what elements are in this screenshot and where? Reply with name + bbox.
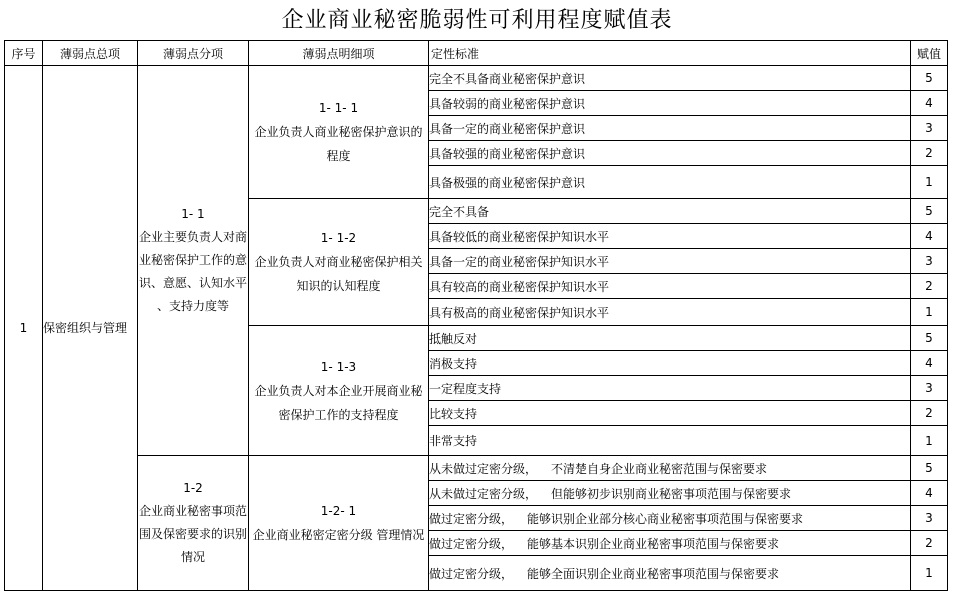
- value-cell: 5: [911, 456, 948, 481]
- value-cell: 3: [911, 116, 948, 141]
- value-cell: 2: [911, 531, 948, 556]
- standard-part-a: 做过定密分级，: [429, 566, 514, 581]
- detail-code: 1- 1-2: [320, 231, 357, 245]
- value-cell: 4: [911, 91, 948, 116]
- header-row: [5, 41, 948, 66]
- standard-cell: 具备极强的商业秘密保护意识: [429, 166, 911, 199]
- value-cell: 1: [911, 166, 948, 199]
- value-cell: 2: [911, 401, 948, 426]
- detail-text: 企业负责人对商业秘密保护相关知识的认知程度: [254, 255, 423, 293]
- standard-cell: 比较支持: [429, 401, 911, 426]
- standard-part-a: 做过定密分级，: [429, 511, 514, 526]
- standard-part-b: 能够全面识别企业商业秘密事项范围与保密要求: [527, 566, 780, 581]
- standard-cell: 完全不具备: [429, 199, 911, 224]
- standard-cell: [429, 481, 911, 506]
- detail-cell: [249, 199, 429, 326]
- sub-text: 企业商业秘密事项范围及保密要求的识别情况: [138, 504, 247, 564]
- detail-code: 1-2- 1: [320, 504, 357, 518]
- detail-cell: [249, 456, 429, 591]
- detail-cell: [249, 66, 429, 199]
- standard-cell: 抵触反对: [429, 326, 911, 351]
- value-cell: 1: [911, 556, 948, 591]
- page-title: 企业商业秘密脆弱性可利用程度赋值表: [281, 8, 673, 33]
- header-pillar: 薄弱点总项: [43, 41, 138, 66]
- pillar-cell: 保密组织与管理: [43, 66, 138, 591]
- table-row: [5, 66, 948, 91]
- detail-text: 企业负责人商业秘密保护意识的程度: [254, 125, 423, 163]
- standard-cell: 具备较强的商业秘密保护意识: [429, 141, 911, 166]
- standard-cell: 具有极高的商业秘密保护知识水平: [429, 299, 911, 326]
- standard-cell: 具备较低的商业秘密保护知识水平: [429, 224, 911, 249]
- standard-cell: [429, 556, 911, 591]
- detail-text: 企业商业秘密定密分级 管理情况: [252, 528, 425, 542]
- standard-cell: 具备一定的商业秘密保护意识: [429, 116, 911, 141]
- sub-code: 1- 1: [181, 207, 205, 221]
- value-cell: 5: [911, 199, 948, 224]
- value-cell: 2: [911, 141, 948, 166]
- detail-code: 1- 1-3: [320, 359, 357, 374]
- standard-part-b: 能够识别企业部分核心商业秘密事项范围与保密要求: [527, 511, 804, 526]
- table-row: [5, 456, 948, 481]
- sub-cell: [138, 456, 249, 591]
- sub-code: 1-2: [183, 481, 203, 495]
- value-cell: 1: [911, 299, 948, 326]
- standard-cell: 一定程度支持: [429, 376, 911, 401]
- value-cell: 1: [911, 426, 948, 456]
- standard-cell: 具备较弱的商业秘密保护意识: [429, 91, 911, 116]
- standard-cell: 具有较高的商业秘密保护知识水平: [429, 274, 911, 299]
- standard-part-a: 做过定密分级，: [429, 536, 514, 551]
- value-cell: 3: [911, 376, 948, 401]
- sub-cell: [138, 66, 249, 456]
- standard-part-b: 不清楚自身企业商业秘密范围与保密要求: [551, 461, 768, 476]
- standard-part-a: 从未做过定密分级，: [429, 486, 538, 501]
- standard-cell: [429, 531, 911, 556]
- standard-cell: 消极支持: [429, 351, 911, 376]
- detail-text: 企业负责人对本企业开展商业秘密保护工作的支持程度: [254, 383, 423, 422]
- value-cell: 2: [911, 274, 948, 299]
- detail-cell: [249, 326, 429, 456]
- value-cell: 5: [911, 326, 948, 351]
- seq-cell: 1: [5, 66, 43, 591]
- value-cell: 3: [911, 249, 948, 274]
- standard-part-a: 从未做过定密分级，: [429, 461, 538, 476]
- value-cell: 3: [911, 506, 948, 531]
- standard-cell: [429, 456, 911, 481]
- value-cell: 4: [911, 351, 948, 376]
- detail-code: 1- 1- 1: [318, 101, 359, 115]
- header-value: 赋值: [911, 41, 948, 66]
- standard-cell: 完全不具备商业秘密保护意识: [429, 66, 911, 91]
- standard-cell: [429, 506, 911, 531]
- value-cell: 4: [911, 224, 948, 249]
- sub-text: 企业主要负责人对商业秘密保护工作的意识、意愿、认知水平 、支持力度等: [138, 230, 247, 313]
- standard-part-b: 但能够初步识别商业秘密事项范围与保密要求: [551, 486, 792, 501]
- standard-part-b: 能够基本识别企业商业秘密事项范围与保密要求: [527, 536, 780, 551]
- header-seq: 序号: [5, 41, 43, 66]
- standard-cell: 具备一定的商业秘密保护知识水平: [429, 249, 911, 274]
- value-cell: 4: [911, 481, 948, 506]
- header-detail: 薄弱点明细项: [249, 41, 429, 66]
- assessment-table: [4, 40, 948, 591]
- header-sub: 薄弱点分项: [138, 41, 249, 66]
- value-cell: 5: [911, 66, 948, 91]
- header-standard: 定性标准: [429, 41, 911, 66]
- standard-cell: 非常支持: [429, 426, 911, 456]
